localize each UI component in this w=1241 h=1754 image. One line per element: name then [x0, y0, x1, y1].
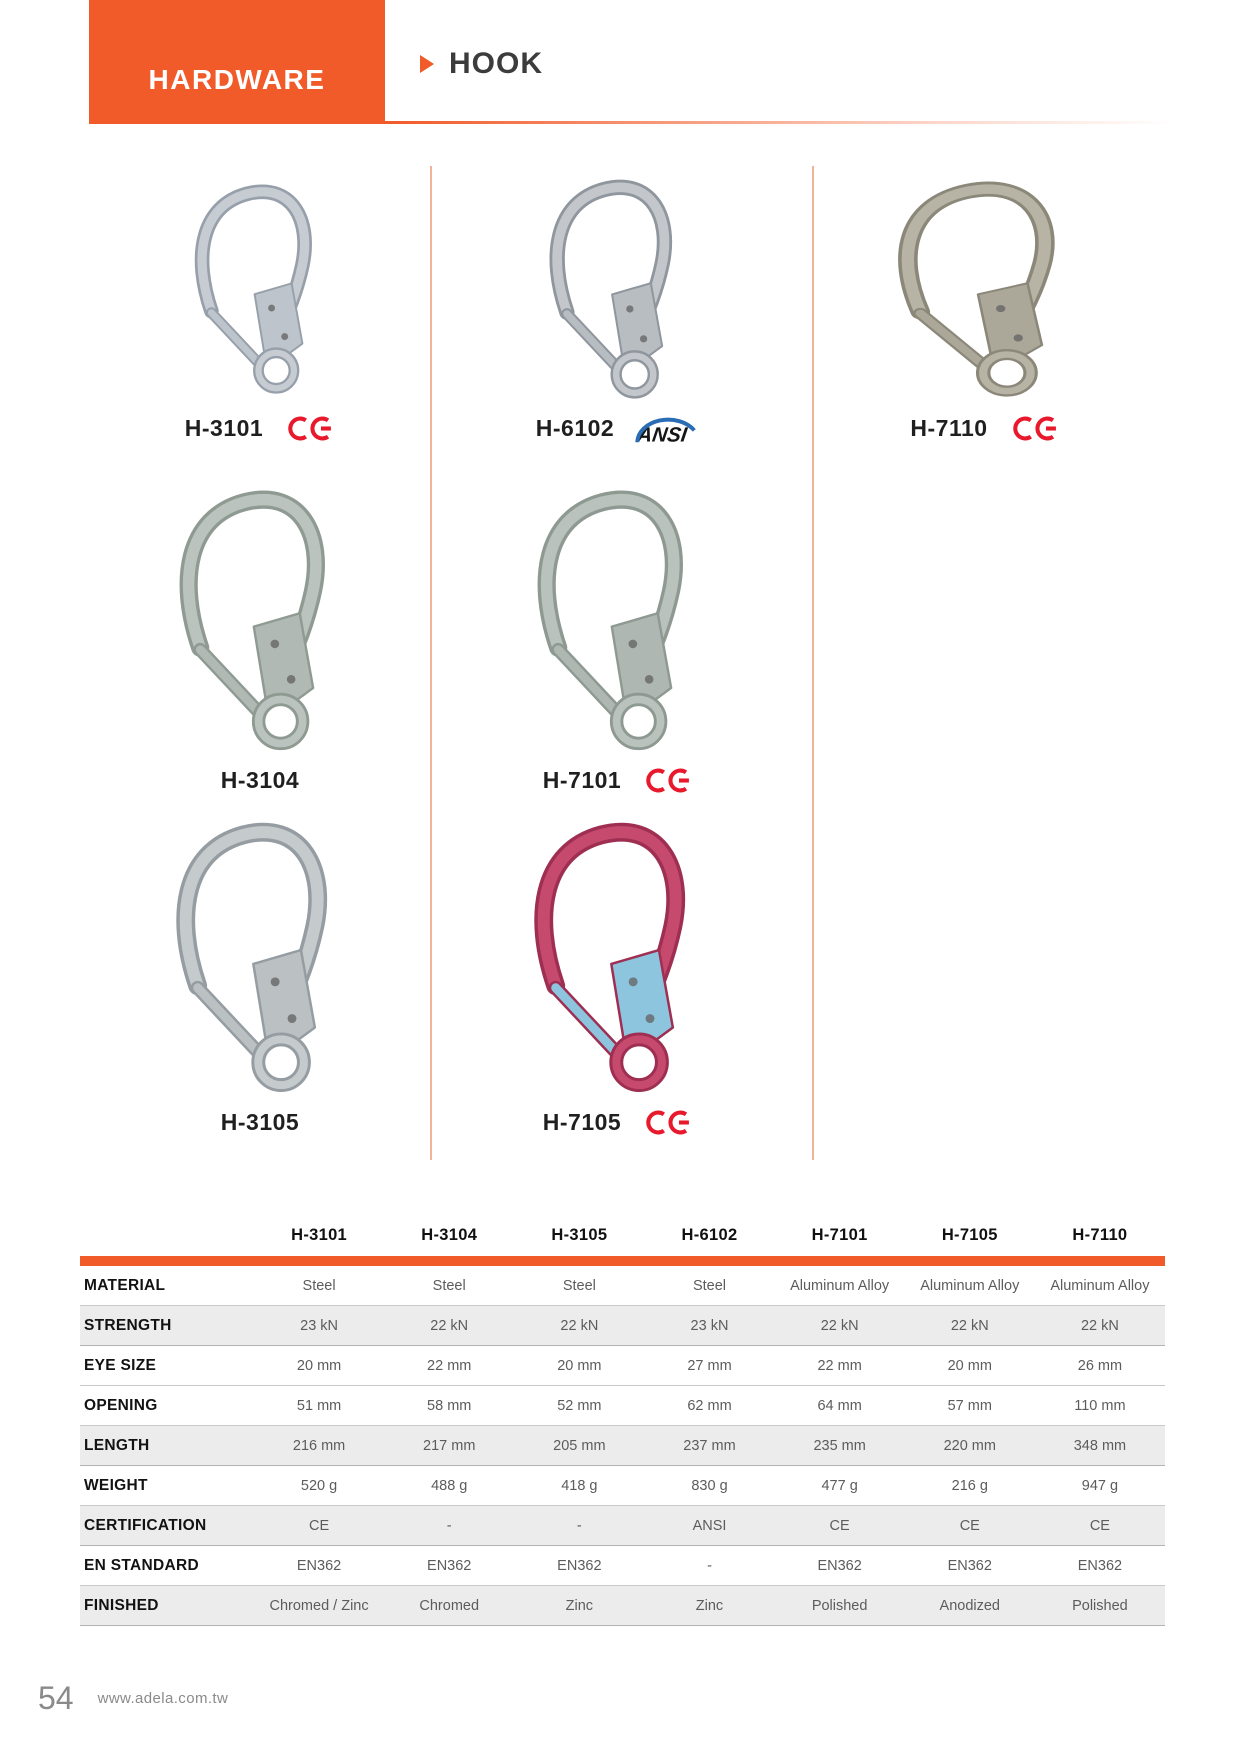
spec-row-label: EN STANDARD	[84, 1556, 199, 1574]
spec-value: 22 kN	[950, 1317, 989, 1334]
spec-value: 488 g	[431, 1477, 468, 1494]
column-header: H-3101	[291, 1226, 348, 1244]
spec-value: EN362	[427, 1557, 472, 1574]
spec-value: 418 g	[561, 1477, 598, 1494]
product-image	[95, 168, 425, 408]
spec-value: 20 mm	[557, 1357, 602, 1374]
product-image	[438, 168, 798, 408]
spec-value: -	[576, 1517, 582, 1534]
spec-value: EN362	[817, 1557, 862, 1574]
spec-value: CE	[1089, 1517, 1110, 1534]
spec-value: 110 mm	[1074, 1397, 1126, 1414]
product-cell	[818, 168, 1152, 448]
spec-row-label: STRENGTH	[84, 1316, 172, 1334]
spec-value: 22 mm	[427, 1357, 472, 1374]
section-tab	[89, 0, 385, 124]
product-image	[95, 478, 425, 760]
spec-row-label: CERTIFICATION	[84, 1516, 207, 1534]
spec-value: 216 mm	[292, 1437, 346, 1454]
spec-value: EN362	[1077, 1557, 1123, 1574]
hook-illustration	[179, 180, 341, 396]
hook-illustration	[156, 817, 365, 1095]
ansi-mark-icon	[630, 409, 700, 447]
spec-value: 237 mm	[683, 1437, 736, 1454]
spec-row	[80, 1466, 1165, 1506]
spec-value: EN362	[947, 1557, 992, 1574]
column-header: H-7105	[941, 1226, 998, 1244]
arrow-right-icon	[420, 55, 434, 73]
product-label	[910, 408, 1059, 448]
spec-value: Zinc	[695, 1597, 724, 1614]
spec-value: Steel	[432, 1277, 466, 1294]
category-title: HOOK	[449, 47, 543, 80]
spec-value: 477 g	[821, 1477, 858, 1494]
spec-value: 22 kN	[560, 1317, 599, 1334]
spec-value: 22 kN	[430, 1317, 469, 1334]
spec-row	[80, 1346, 1165, 1386]
product-label	[543, 760, 693, 800]
ce-mark-icon	[637, 767, 693, 794]
product-code: H-3104	[220, 766, 300, 793]
spec-value: Polished	[1072, 1597, 1128, 1614]
product-label	[185, 408, 335, 448]
spec-row	[80, 1306, 1165, 1346]
product-cell	[95, 810, 425, 1142]
column-header: H-7110	[1072, 1226, 1128, 1244]
spec-value: 348 mm	[1073, 1437, 1127, 1454]
column-header: H-3105	[551, 1226, 608, 1244]
spec-value: 23 kN	[690, 1317, 729, 1334]
product-code: H-6102	[535, 414, 615, 441]
ce-mark-icon	[279, 415, 335, 442]
product-image	[438, 810, 798, 1102]
spec-row-label: WEIGHT	[84, 1476, 148, 1494]
spec-value: CE	[308, 1517, 330, 1534]
spec-value: 58 mm	[427, 1397, 472, 1414]
spec-value: 220 mm	[943, 1437, 996, 1454]
spec-value: 51 mm	[296, 1397, 342, 1414]
spec-row	[80, 1586, 1165, 1626]
product-label	[221, 760, 299, 800]
spec-value: 23 kN	[300, 1317, 339, 1334]
spec-value: 830 g	[691, 1477, 728, 1494]
spec-value: -	[446, 1517, 452, 1534]
product-label	[221, 1102, 299, 1142]
spec-value: Aluminum Alloy	[920, 1277, 1020, 1294]
spec-value: 20 mm	[296, 1357, 342, 1374]
hook-illustration	[533, 175, 703, 401]
spec-value: 520 g	[300, 1477, 338, 1494]
spec-value: 217 mm	[423, 1437, 476, 1454]
spec-value: CE	[959, 1517, 980, 1534]
spec-row-label: EYE SIZE	[84, 1356, 157, 1374]
category-heading	[420, 46, 543, 82]
product-cell	[95, 168, 425, 448]
spec-row	[80, 1266, 1165, 1306]
spec-value: Chromed	[419, 1597, 480, 1614]
spec-value: Chromed / Zinc	[269, 1597, 369, 1614]
spec-row	[80, 1546, 1165, 1586]
spec-value: -	[707, 1557, 712, 1574]
spec-value: EN362	[296, 1557, 342, 1574]
ce-mark-icon	[1004, 415, 1060, 442]
product-code: H-7105	[542, 1108, 622, 1135]
spec-value: Aluminum Alloy	[1050, 1277, 1150, 1294]
spec-value: 57 mm	[947, 1397, 992, 1414]
spec-value: Steel	[562, 1277, 596, 1294]
spec-value: 216 g	[951, 1477, 988, 1494]
spec-value: 52 mm	[557, 1397, 602, 1414]
spec-value: 22 mm	[817, 1357, 862, 1374]
spec-value: Steel	[692, 1277, 727, 1294]
grid-divider-line	[812, 166, 814, 1160]
spec-value: 205 mm	[553, 1437, 606, 1454]
product-code: H-3101	[184, 414, 264, 441]
website-url: www.adela.com.tw	[97, 1689, 229, 1707]
product-code: H-7101	[542, 766, 622, 793]
spec-row-label: OPENING	[84, 1396, 158, 1414]
spec-value: Steel	[302, 1277, 336, 1294]
spec-row	[80, 1426, 1165, 1466]
spec-row-label: FINISHED	[84, 1596, 159, 1614]
spec-value: 235 mm	[813, 1437, 866, 1454]
spec-value: 20 mm	[947, 1357, 992, 1374]
section-title: HARDWARE	[148, 64, 326, 95]
table-accent-bar	[80, 1256, 1165, 1266]
spec-value: 22 kN	[820, 1317, 859, 1334]
grid-divider-line	[430, 166, 432, 1160]
product-cell	[95, 478, 425, 800]
hook-illustration	[518, 485, 719, 753]
product-image	[438, 478, 798, 760]
spec-value: 27 mm	[687, 1357, 732, 1374]
product-code: H-3105	[220, 1108, 300, 1135]
spec-table-body	[80, 1266, 1165, 1626]
spec-value: Aluminum Alloy	[790, 1277, 890, 1294]
spec-value: ANSI	[692, 1517, 727, 1534]
spec-row-label: MATERIAL	[84, 1276, 166, 1294]
spec-table-header	[80, 1212, 1165, 1250]
product-cell	[438, 168, 798, 448]
spec-value: Anodized	[939, 1597, 1000, 1614]
page-number: 54	[38, 1680, 74, 1716]
spec-row	[80, 1386, 1165, 1426]
spec-value: 26 mm	[1077, 1357, 1123, 1374]
hook-illustration	[877, 177, 1093, 399]
spec-row-label: LENGTH	[84, 1436, 150, 1454]
spec-value: 64 mm	[817, 1397, 862, 1414]
spec-value: Polished	[811, 1597, 868, 1614]
product-cell	[438, 810, 798, 1142]
spec-row	[80, 1506, 1165, 1546]
spec-value: EN362	[557, 1557, 602, 1574]
product-label	[536, 408, 700, 448]
column-header: H-7101	[811, 1226, 868, 1244]
spec-value: 22 kN	[1080, 1317, 1119, 1334]
ce-mark-icon	[637, 1109, 693, 1136]
spec-value: 62 mm	[687, 1397, 732, 1414]
product-image	[818, 168, 1152, 408]
header-accent-line	[385, 121, 1175, 124]
spec-value: 947 g	[1081, 1477, 1119, 1494]
spec-table	[80, 1212, 1165, 1626]
column-header: H-3104	[421, 1226, 478, 1244]
product-label	[543, 1102, 693, 1142]
product-code: H-7110	[910, 414, 988, 441]
svg-text:ANSI: ANSI	[636, 423, 689, 447]
hook-illustration	[160, 485, 361, 753]
product-image	[95, 810, 425, 1102]
column-header: H-6102	[681, 1226, 738, 1244]
spec-value: CE	[829, 1517, 850, 1534]
product-cell	[438, 478, 798, 800]
page-footer	[38, 1682, 228, 1714]
hook-illustration	[514, 817, 723, 1095]
spec-value: Zinc	[565, 1597, 594, 1614]
